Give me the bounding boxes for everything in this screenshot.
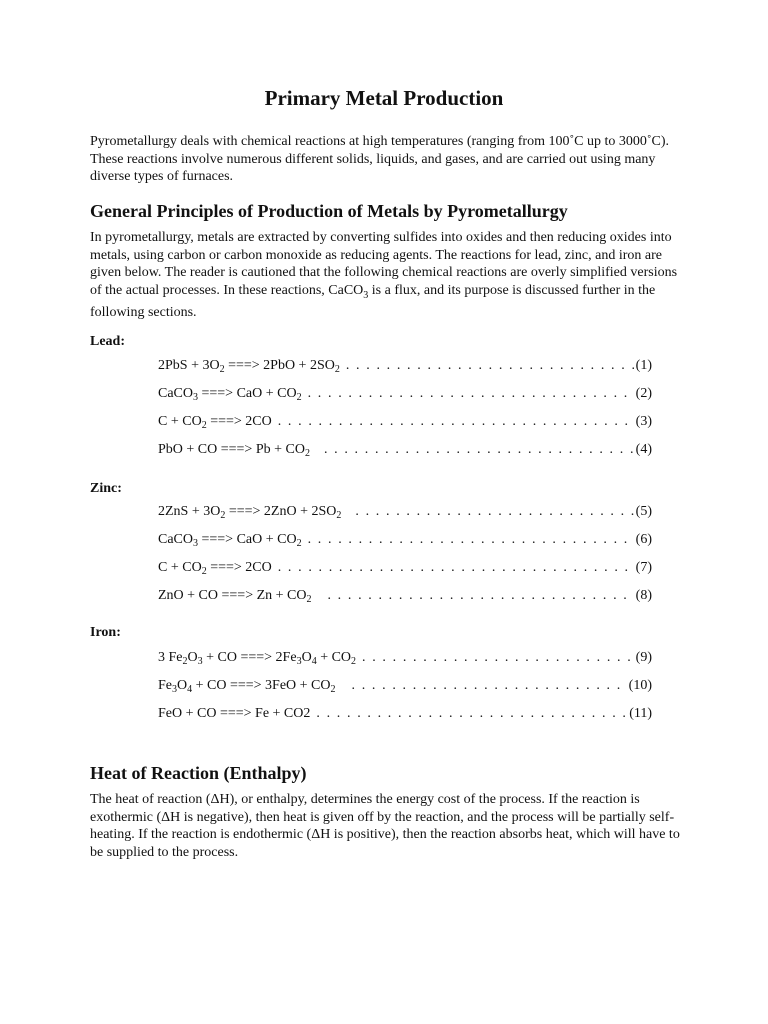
equation-number: (10) [628,678,652,693]
dot-leader [362,650,634,666]
formula: CaCO$_3$ ===> CaO + $CO_2$ [158,386,302,403]
page-title: Primary Metal Production [264,86,504,110]
label-lead: Lead: [90,334,125,349]
dot-leader [308,532,634,548]
equation-number: (3) [635,414,652,429]
equation-number: (2) [635,386,652,401]
dot-leader [324,442,634,458]
general-principles-paragraph [90,229,680,322]
heat-of-reaction-paragraph: The heat of reaction (ΔH), or enthalpy, determines the energy cost of the process. If the reaction is exothermic (ΔH is negative), then heat is given off by the reaction, and the process will be partially self-heating. If the reaction is endothermic (ΔH is positive), then the reaction absorbs heat, which will have to be supplied to the process. [90,792,680,860]
equation-9 [158,650,652,666]
formula: FeO + CO ===> Fe + CO2 [158,706,311,721]
formula: $C + CO_2$ ===> 2CO [158,414,272,431]
formula: $C + CO_2$ ===> 2CO [158,560,272,577]
formula: PbO + CO ===> $Pb + CO_2$ [158,442,310,459]
dot-leader [327,588,633,604]
formula: $2ZnS + 3O_2$ ===> $2ZnO + 2SO_2$ [158,504,342,521]
section-heading-general-principles: General Principles of Production of Metals by Pyrometallurgy [90,201,568,221]
equation-number: (5) [635,504,652,519]
intro-paragraph: Pyrometallurgy deals with chemical reactions at high temperatures (ranging from 100˚C up to 3000˚C). These reactions involve numerous different solids, liquids, and gases, and are carried out using many diverse types of furnaces. [90,134,670,185]
equation-number: (6) [635,532,652,547]
equation-10 [158,678,652,694]
dot-leader [278,560,634,576]
label-iron: Iron: [90,625,121,640]
dot-leader [355,504,633,520]
formula: CaCO$_3$ ===> CaO + $CO_2$ [158,532,302,549]
dot-leader [352,678,627,694]
equation-number: (8) [635,588,652,603]
equation-number: (7) [635,560,652,575]
formula: $Fe_3O_4$ + CO ===> $3FeO + CO_2$ [158,678,336,695]
subscript: 3 [363,289,369,301]
equation-6 [158,532,652,548]
label-zinc: Zinc: [90,481,122,496]
equation-1 [158,358,652,374]
paragraph-text: In pyrometallurgy, metals are extracted by converting sulfides into oxides and then reducing oxides into metals, using carbon or carbon monoxide as reducing agents. The reactions for lead, zinc, and iron are given below. The reader is cautioned that the following chemical reactions are overly simplified versions of the actual processes. In these reactions, CaCO [90,230,678,298]
dot-leader [346,358,634,374]
equation-8 [158,588,652,604]
equation-5 [158,504,652,520]
equation-11 [158,706,652,722]
equation-3 [158,414,652,430]
paragraph-text: is a flux, and its purpose is discussed further in the following sections. [90,282,656,321]
dot-leader [278,414,634,430]
equation-number: (1) [635,358,652,373]
equation-number: (4) [635,442,652,457]
equation-2 [158,386,652,402]
dot-leader [308,386,634,402]
dot-leader [316,706,627,722]
equation-7 [158,560,652,576]
equation-4 [158,442,652,458]
equation-number: (9) [635,650,652,665]
equation-number: (11) [629,706,652,721]
section-heading-heat-of-reaction: Heat of Reaction (Enthalpy) [90,763,307,783]
formula: 3 $Fe_2O_3$ + CO ===> $2Fe_3O_4 + CO_2$ [158,650,357,667]
formula: ZnO + CO ===> $Zn + CO_2$ [158,588,312,605]
formula: $2PbS + 3O_2$ ===> $2PbO + 2SO_2$ [158,358,340,375]
